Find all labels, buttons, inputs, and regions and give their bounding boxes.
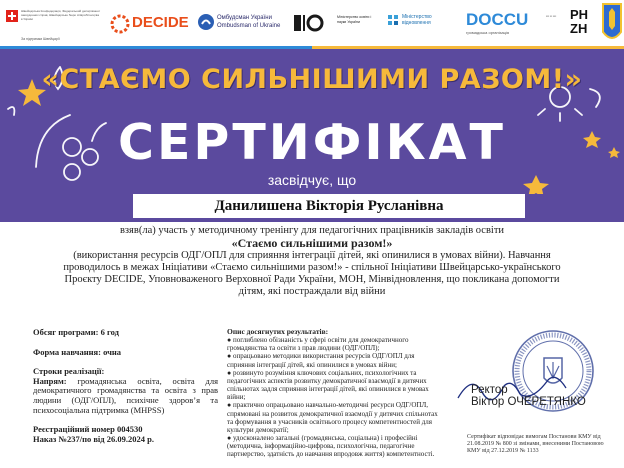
form-value: очна (103, 346, 122, 357)
ombudsman-hand-icon (197, 13, 215, 31)
form-label: Форма навчання: (33, 346, 101, 357)
ombudsman-line2: Ombudsman of Ukraine (217, 23, 281, 29)
signer-role: Ректор (471, 384, 508, 396)
body-text (0, 222, 624, 326)
doccu-text: DOCCU (466, 10, 529, 29)
body-line-4: проводилось в межах Ініціативи «Стаємо сильнішими разом!» - спільної Ініціативи Швейцарсько-українського (63, 262, 561, 273)
reg-value: 004530 (116, 424, 143, 435)
body-line-5: Проєкту DECIDE, Уповноваженого Верховної Ради України, МОН, Мінвідновлення, що покликана допомогти (64, 274, 560, 285)
swiss-cross-icon (6, 10, 18, 22)
recipient-name: Данилишена Вікторія Русланівна (133, 194, 525, 218)
volume-label: Обсяг програми: (33, 327, 99, 337)
coat-of-arms-icon (601, 2, 623, 44)
doccu-sub: громадська організація (466, 30, 510, 35)
volume-value: 6 год (100, 327, 119, 337)
minvid-icon (387, 14, 399, 28)
order-text: Наказ №237/по від 26.09.2024 р. (33, 433, 154, 444)
phzh-bottom: ZH (570, 21, 588, 36)
logo-bar (0, 0, 624, 46)
areas-value: громадянська освіта, освіта для демократичного громадянства та освіта з прав людини (ОДГ/ОПЛ), психічне здоров’я та психосоціальна підтримка (MHPSS) (33, 375, 218, 415)
program-name: «Стаємо сильнішими разом!» (231, 236, 393, 250)
details-section (0, 326, 624, 468)
footnote: Сертифікат відповідає вимогам Постанови КМУ від 21.08.2019 № 800 зі змінами, внесеними Постановою КМУ від 27.12.2019 № 1133 (467, 434, 604, 454)
body-line-1: взяв(ла) участь у методичному тренінгу для педагогічних працівників закладів освіти (119, 225, 505, 236)
decide-text: DECIDE (132, 14, 189, 31)
phzh-small-text: ▪▪▪ ▪▪ ▪▪▪ (546, 14, 557, 18)
swiss-text: Швейцарська Конфедерація, Федеральний департамент закордонних справ, Швейцарське бюро співробітництва в Україні (21, 9, 101, 21)
result-item: ● удосконалено загальні (громадянська, соціальна) і професійні (методична, інформаційно-цифрова, психологічна, педагогічне партнерство, здатність до навчання впродовж життя) компетентності. (227, 434, 435, 459)
swiss-logo (6, 9, 18, 27)
result-item: ● практично опрацьовано навчально-методичні ресурси ОДГ/ОПЛ, спрямовані на розвиток демократичної взаємодії у дитячих спільнотах та формування в учасників освітнього процесу компетентностей для культури демократії; (227, 401, 438, 434)
mon-logo (293, 12, 372, 39)
results-heading: Опис досягнутих результатів: (227, 327, 329, 336)
minvid-text: Міністерство відновлення (402, 14, 432, 26)
mon-text: Міністерство освіти і науки України (337, 15, 372, 24)
ombudsman-line1: Омбудсман України (217, 15, 272, 21)
result-item: ● розвинуто розуміння ключових соціальних, психологічних та педагогічних аспектів розвитку демократичної взаємодії в дитячих спільнотах задля сприяння інтеграції дітей, які опинилися в умовах війни; (227, 368, 429, 402)
swiss-note: За підтримки Швейцарії (21, 37, 60, 41)
body-line-6: дітям, які постраждали від війни (238, 286, 386, 297)
slogan: «СТАЄМО СИЛЬНІШИМИ РАЗОМ!» (41, 64, 583, 95)
body-line-3: (використання ресурсів ОДГ/ОПЛ для сприяння інтеграції дітей, які опинилися в умовах війни). Навчання (73, 250, 551, 261)
certifies-text: засвідчує, що (267, 172, 357, 188)
mon-emblem-icon (293, 12, 335, 34)
result-item: ● поглиблено обізнаність у сфері освіти для демократичного громадянства та освіти з прав людини (ОДГ/ОПЛ); (227, 336, 409, 353)
signature-block (471, 384, 611, 408)
signer-name: Віктор ОЧЕРЕТЯНКО (471, 396, 586, 408)
dates-label: Строки реалізації: (33, 366, 105, 377)
results-list (227, 328, 442, 459)
result-item: ● опрацьовано методики використання ресурсів ОДГ/ОПЛ для сприяння інтеграції дітей, які опинилися в умовах війни; (227, 352, 415, 369)
decide-sun-icon (110, 14, 130, 34)
program-details (33, 328, 218, 444)
certificate-title: СЕРТИФІКАТ (117, 114, 506, 171)
phzh-top: PH (570, 7, 589, 22)
areas-label: Напрям: (33, 375, 67, 386)
reg-label: Реєстраційний номер (33, 424, 115, 435)
